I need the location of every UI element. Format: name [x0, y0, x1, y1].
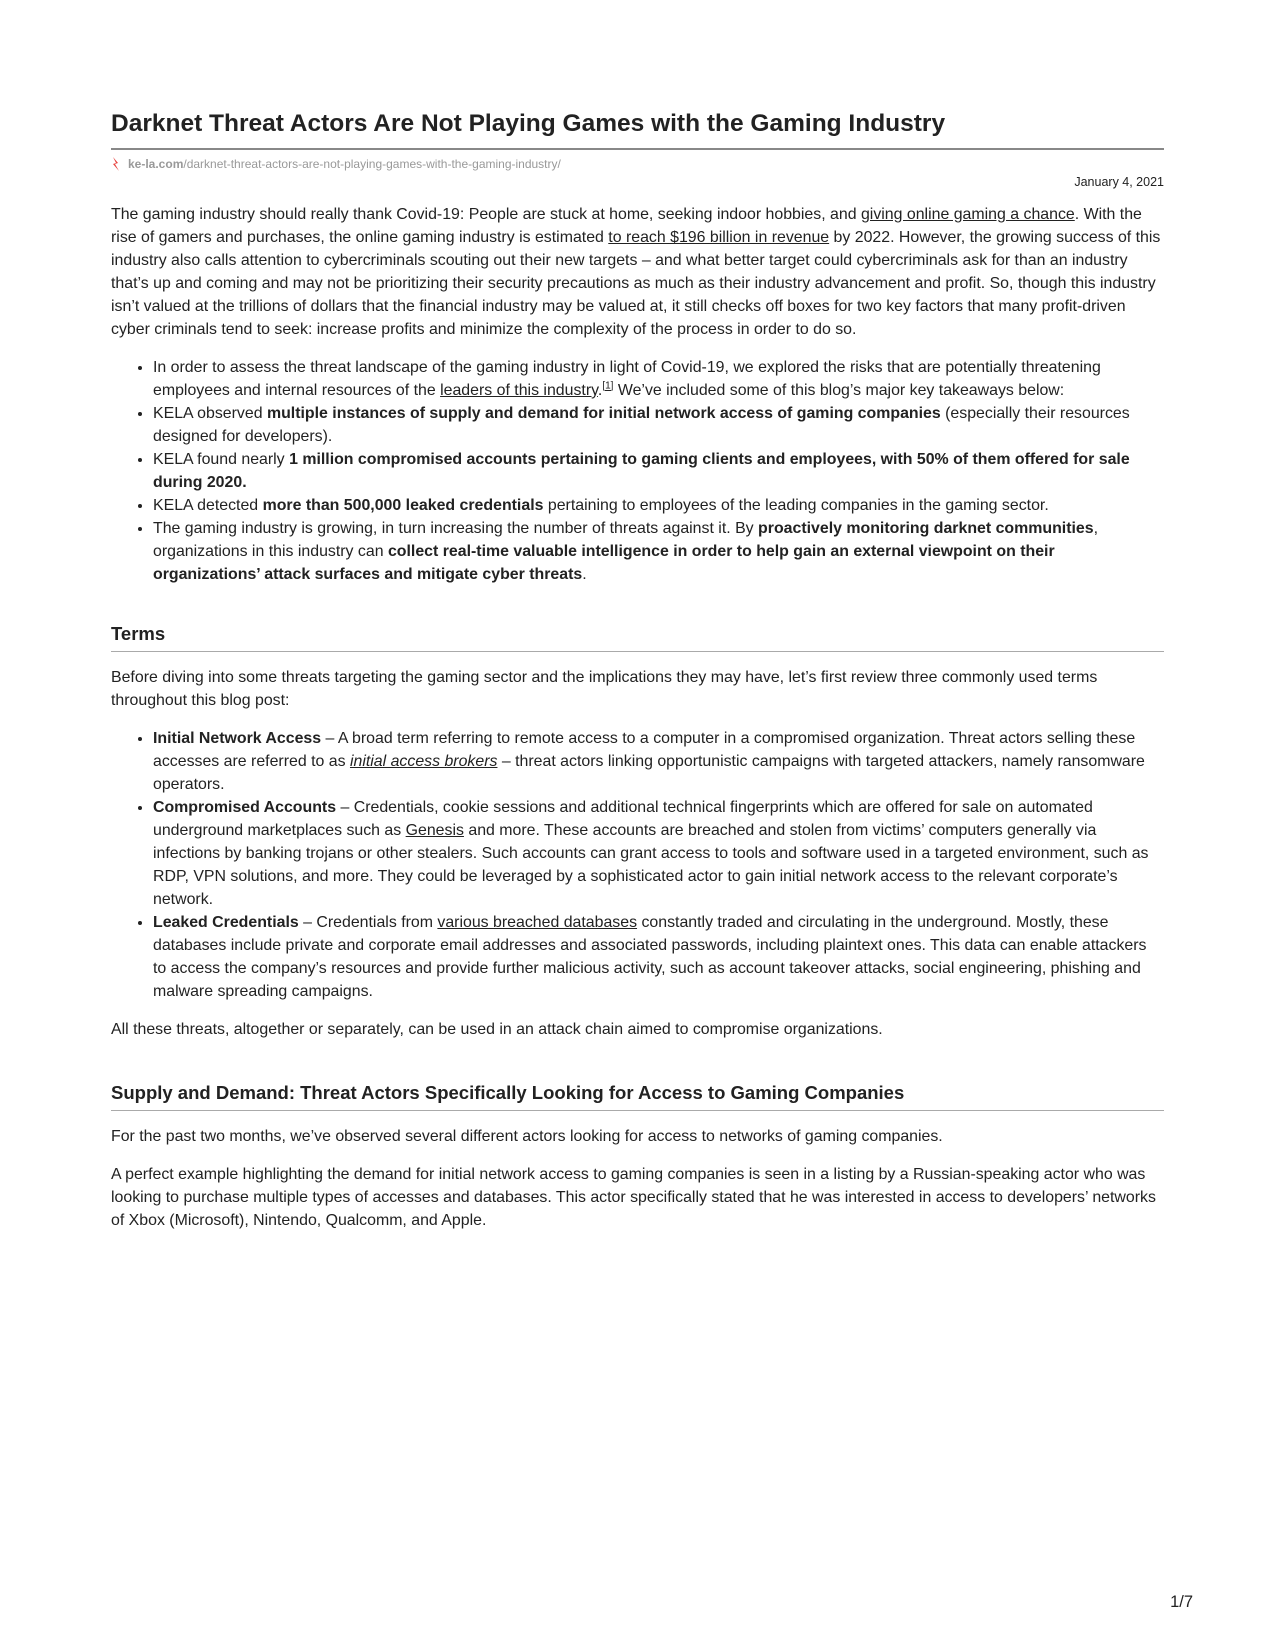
supply-paragraph-1: For the past two months, we’ve observed several different actors looking for access to networks of gaming companies. — [111, 1127, 943, 1145]
source-path: /darknet-threat-actors-are-not-playing-games-with-the-gaming-industry/ — [183, 156, 561, 171]
document-page — [111, 108, 1164, 1232]
footnote-link[interactable]: [1] — [602, 380, 614, 392]
source-link[interactable] — [128, 157, 561, 171]
terms-heading: Terms — [111, 622, 1164, 652]
takeaways-list — [111, 356, 1164, 586]
link-genesis[interactable]: Genesis — [405, 821, 464, 839]
list-item: • KELA observed multiple instances of supply and demand for initial network access of gaming companies (especially their resources designed for developers). — [153, 402, 1164, 448]
kela-logo-icon — [111, 157, 121, 171]
terms-outro: All these threats, altogether or separately, can be used in an attack chain aimed to compromise organizations. — [111, 1020, 883, 1038]
terms-list — [111, 727, 1164, 1003]
publish-date: January 4, 2021 — [1074, 174, 1164, 189]
supply-paragraph-2: A perfect example highlighting the demand for initial network access to gaming companies is seen in a listing by a Russian-speaking actor who was looking to purchase multiple types of accesses and databases. This actor specifically stated that he was interested in access to developers’ networks of Xbox (Microsoft), Nintendo, Qualcomm, and Apple. — [111, 1165, 1156, 1229]
link-revenue[interactable]: to reach $196 billion in revenue — [608, 228, 830, 246]
intro-paragraph: The gaming industry should really thank Covid-19: People are stuck at home, seeking indoor hobbies, and giving online gaming a chance. With the rise of gamers and purchases, the online gaming industry is estimated to reach $196 billion in revenue by 2022. However, the growing success of this industry also calls attention to cybercriminals scouting out their new targets – and what better target could cybercriminals ask for than an industry that’s up and coming and may not be prioritizing their security precautions as much as their industry advancement and profit. So, though this industry isn’t valued at the trillions of dollars that the financial industry may be valued at, it still checks off boxes for two key factors that many profit-driven cyber criminals tend to seek: increase profits and minimize the complexity of the process in order to do so. — [111, 205, 1161, 338]
link-giving-online-gaming[interactable]: giving online gaming a chance — [860, 205, 1075, 223]
page-title: Darknet Threat Actors Are Not Playing Games with the Gaming Industry — [111, 108, 1164, 150]
link-industry-leaders[interactable]: leaders of this industry — [440, 381, 598, 399]
page-number: 1/7 — [1170, 1593, 1193, 1611]
list-item: • The gaming industry is growing, in turn increasing the number of threats against it. By proactively monitoring darknet communities, organizations in this industry can collect real-time valuable intelligence in order to help gain an external viewpoint on their organizations’ attack surfaces and mitigate cyber threats. — [153, 517, 1164, 586]
list-item: • Compromised Accounts – Credentials, cookie sessions and additional technical fingerprints which are offered for sale on automated underground marketplaces such as Genesis and more. These accounts are breached and stolen from victims’ computers generally via infections by banking trojans or other stealers. Such accounts can grant access to tools and software used in a targeted environment, such as RDP, VPN solutions, and more. They could be leveraged by a sophisticated actor to gain initial network access to the relevant corporate’s network. — [153, 796, 1164, 911]
list-item: • KELA detected more than 500,000 leaked credentials pertaining to employees of the leading companies in the gaming sector. — [153, 494, 1164, 517]
source-line — [111, 157, 1164, 171]
list-item: • KELA found nearly 1 million compromised accounts pertaining to gaming clients and employees, with 50% of them offered for sale during 2020. — [153, 448, 1164, 494]
supply-heading: Supply and Demand: Threat Actors Specifically Looking for Access to Gaming Companies — [111, 1081, 1164, 1111]
list-item: • Initial Network Access – A broad term referring to remote access to a computer in a compromised organization. Threat actors selling these accesses are referred to as initial access brokers – threat actors linking opportunistic campaigns with targeted attackers, namely ransomware operators. — [153, 727, 1164, 796]
source-domain: ke-la.com — [128, 156, 184, 171]
list-item: • In order to assess the threat landscape of the gaming industry in light of Covid-19, we explored the risks that are potentially threatening employees and internal resources of the leaders of this industry.[1] We’ve included some of this blog’s major key takeaways below: — [153, 356, 1164, 402]
link-initial-access-brokers[interactable]: initial access brokers — [349, 752, 498, 770]
terms-intro: Before diving into some threats targeting the gaming sector and the implications they may have, let’s first review three commonly used terms throughout this blog post: — [111, 668, 1098, 709]
link-breached-databases[interactable]: various breached databases — [437, 913, 638, 931]
list-item: • Leaked Credentials – Credentials from various breached databases constantly traded and circulating in the underground. Mostly, these databases include private and corporate email addresses and associated passwords, including plaintext ones. This data can enable attackers to access the company’s resources and provide further malicious activity, such as account takeover attacks, social engineering, phishing and malware spreading campaigns. — [153, 911, 1164, 1003]
